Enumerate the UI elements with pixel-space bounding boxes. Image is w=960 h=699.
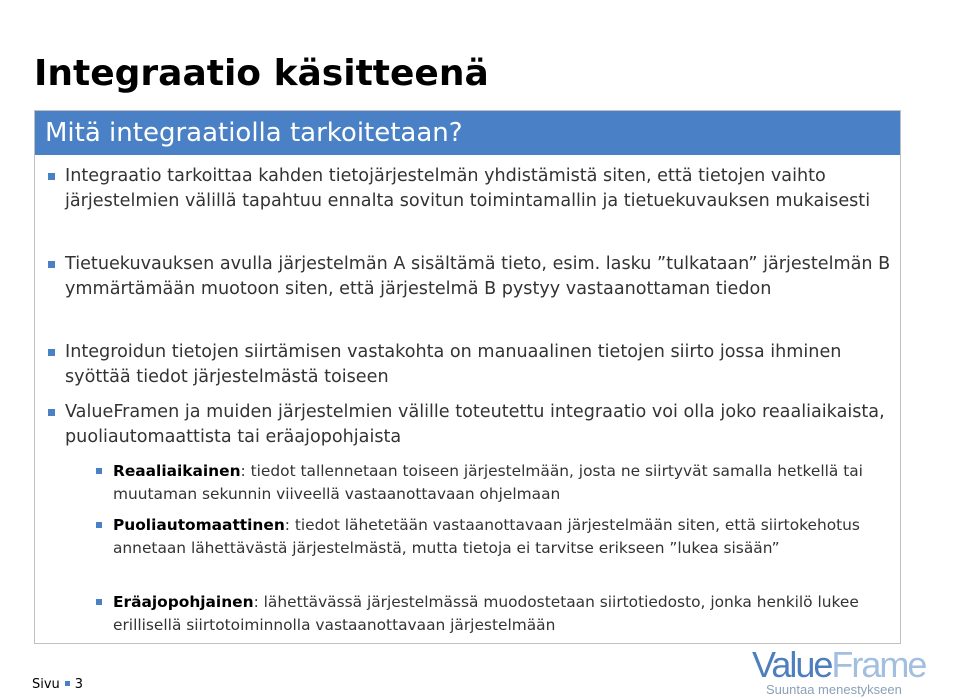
logo-tagline: Suuntaa menestykseen	[766, 682, 902, 697]
square-bullet-icon	[96, 522, 102, 528]
section-heading: Mitä integraatiolla tarkoitetaan?	[35, 111, 900, 155]
sub-bullet-text: : tiedot lähetetään vastaanottavaan järjestelmään siten, että siirtokehotus annetaan lähettävästä järjestelmästä, mutta tietoja ei tarvitse erikseen ”lukea sisään”	[113, 516, 860, 557]
sub-bullet-text: : lähettävässä järjestelmässä muodostetaan siirtotiedosto, jonka henkilö lukee erillisellä siirtotoiminnolla vastaanottavaan järjestelmään	[113, 593, 859, 634]
sub-bullet-real-time	[113, 460, 898, 506]
content-box	[34, 110, 901, 644]
bullet-text: Tietuekuvauksen avulla järjestelmän A sisältämä tieto, esim. lasku ”tulkataan” järjestelmän B ymmärtämään muotoon siten, että järjestelmä B pystyy vastaanottaman tiedon	[65, 254, 891, 299]
bullet-text: Integraatio tarkoittaa kahden tietojärjestelmän yhdistämistä siten, että tietojen vaihto järjestelmien välillä tapahtuu ennalta sovitun toimintamallin ja tietuekuvauksen mukaisesti	[65, 166, 871, 211]
logo-word-frame: Frame	[831, 644, 926, 685]
page-indicator	[32, 676, 83, 694]
slide-title: Integraatio käsitteenä	[34, 53, 489, 94]
term-real-time: Reaaliaikainen	[113, 462, 241, 480]
bullet-integration-definition	[65, 164, 895, 214]
square-bullet-icon	[96, 599, 102, 605]
valueframe-logo	[752, 645, 942, 699]
term-semi-automatic: Puoliautomaattinen	[113, 516, 285, 534]
term-batch: Eräajopohjainen	[113, 593, 254, 611]
separator-square-icon	[65, 681, 70, 686]
logo-wordmark	[752, 645, 925, 685]
square-bullet-icon	[48, 173, 55, 180]
bullet-text: Integroidun tietojen siirtämisen vastakohta on manuaalinen tietojen siirto jossa ihminen syöttää tiedot järjestelmästä toiseen	[65, 342, 842, 387]
page-number: 3	[74, 677, 84, 692]
page-label: Sivu	[32, 677, 60, 692]
bullet-integration-types	[65, 400, 895, 450]
bullet-manual-transfer	[65, 340, 895, 390]
logo-word-value: Value	[752, 644, 832, 685]
square-bullet-icon	[48, 349, 55, 356]
sub-bullet-semi-automatic	[113, 514, 898, 560]
square-bullet-icon	[96, 468, 102, 474]
square-bullet-icon	[48, 261, 55, 268]
bullet-text: ValueFramen ja muiden järjestelmien välille toteutettu integraatio voi olla joko reaaliaikaista, puoliautomaattista tai eräajopohjaista	[65, 402, 885, 447]
sub-bullet-batch	[113, 591, 898, 637]
bullet-record-description	[65, 252, 895, 302]
sub-bullet-text: : tiedot tallennetaan toiseen järjestelmään, josta ne siirtyvät samalla hetkellä tai muutaman sekunnin viiveellä vastaanottavaan ohjelmaan	[113, 462, 863, 503]
square-bullet-icon	[48, 409, 55, 416]
